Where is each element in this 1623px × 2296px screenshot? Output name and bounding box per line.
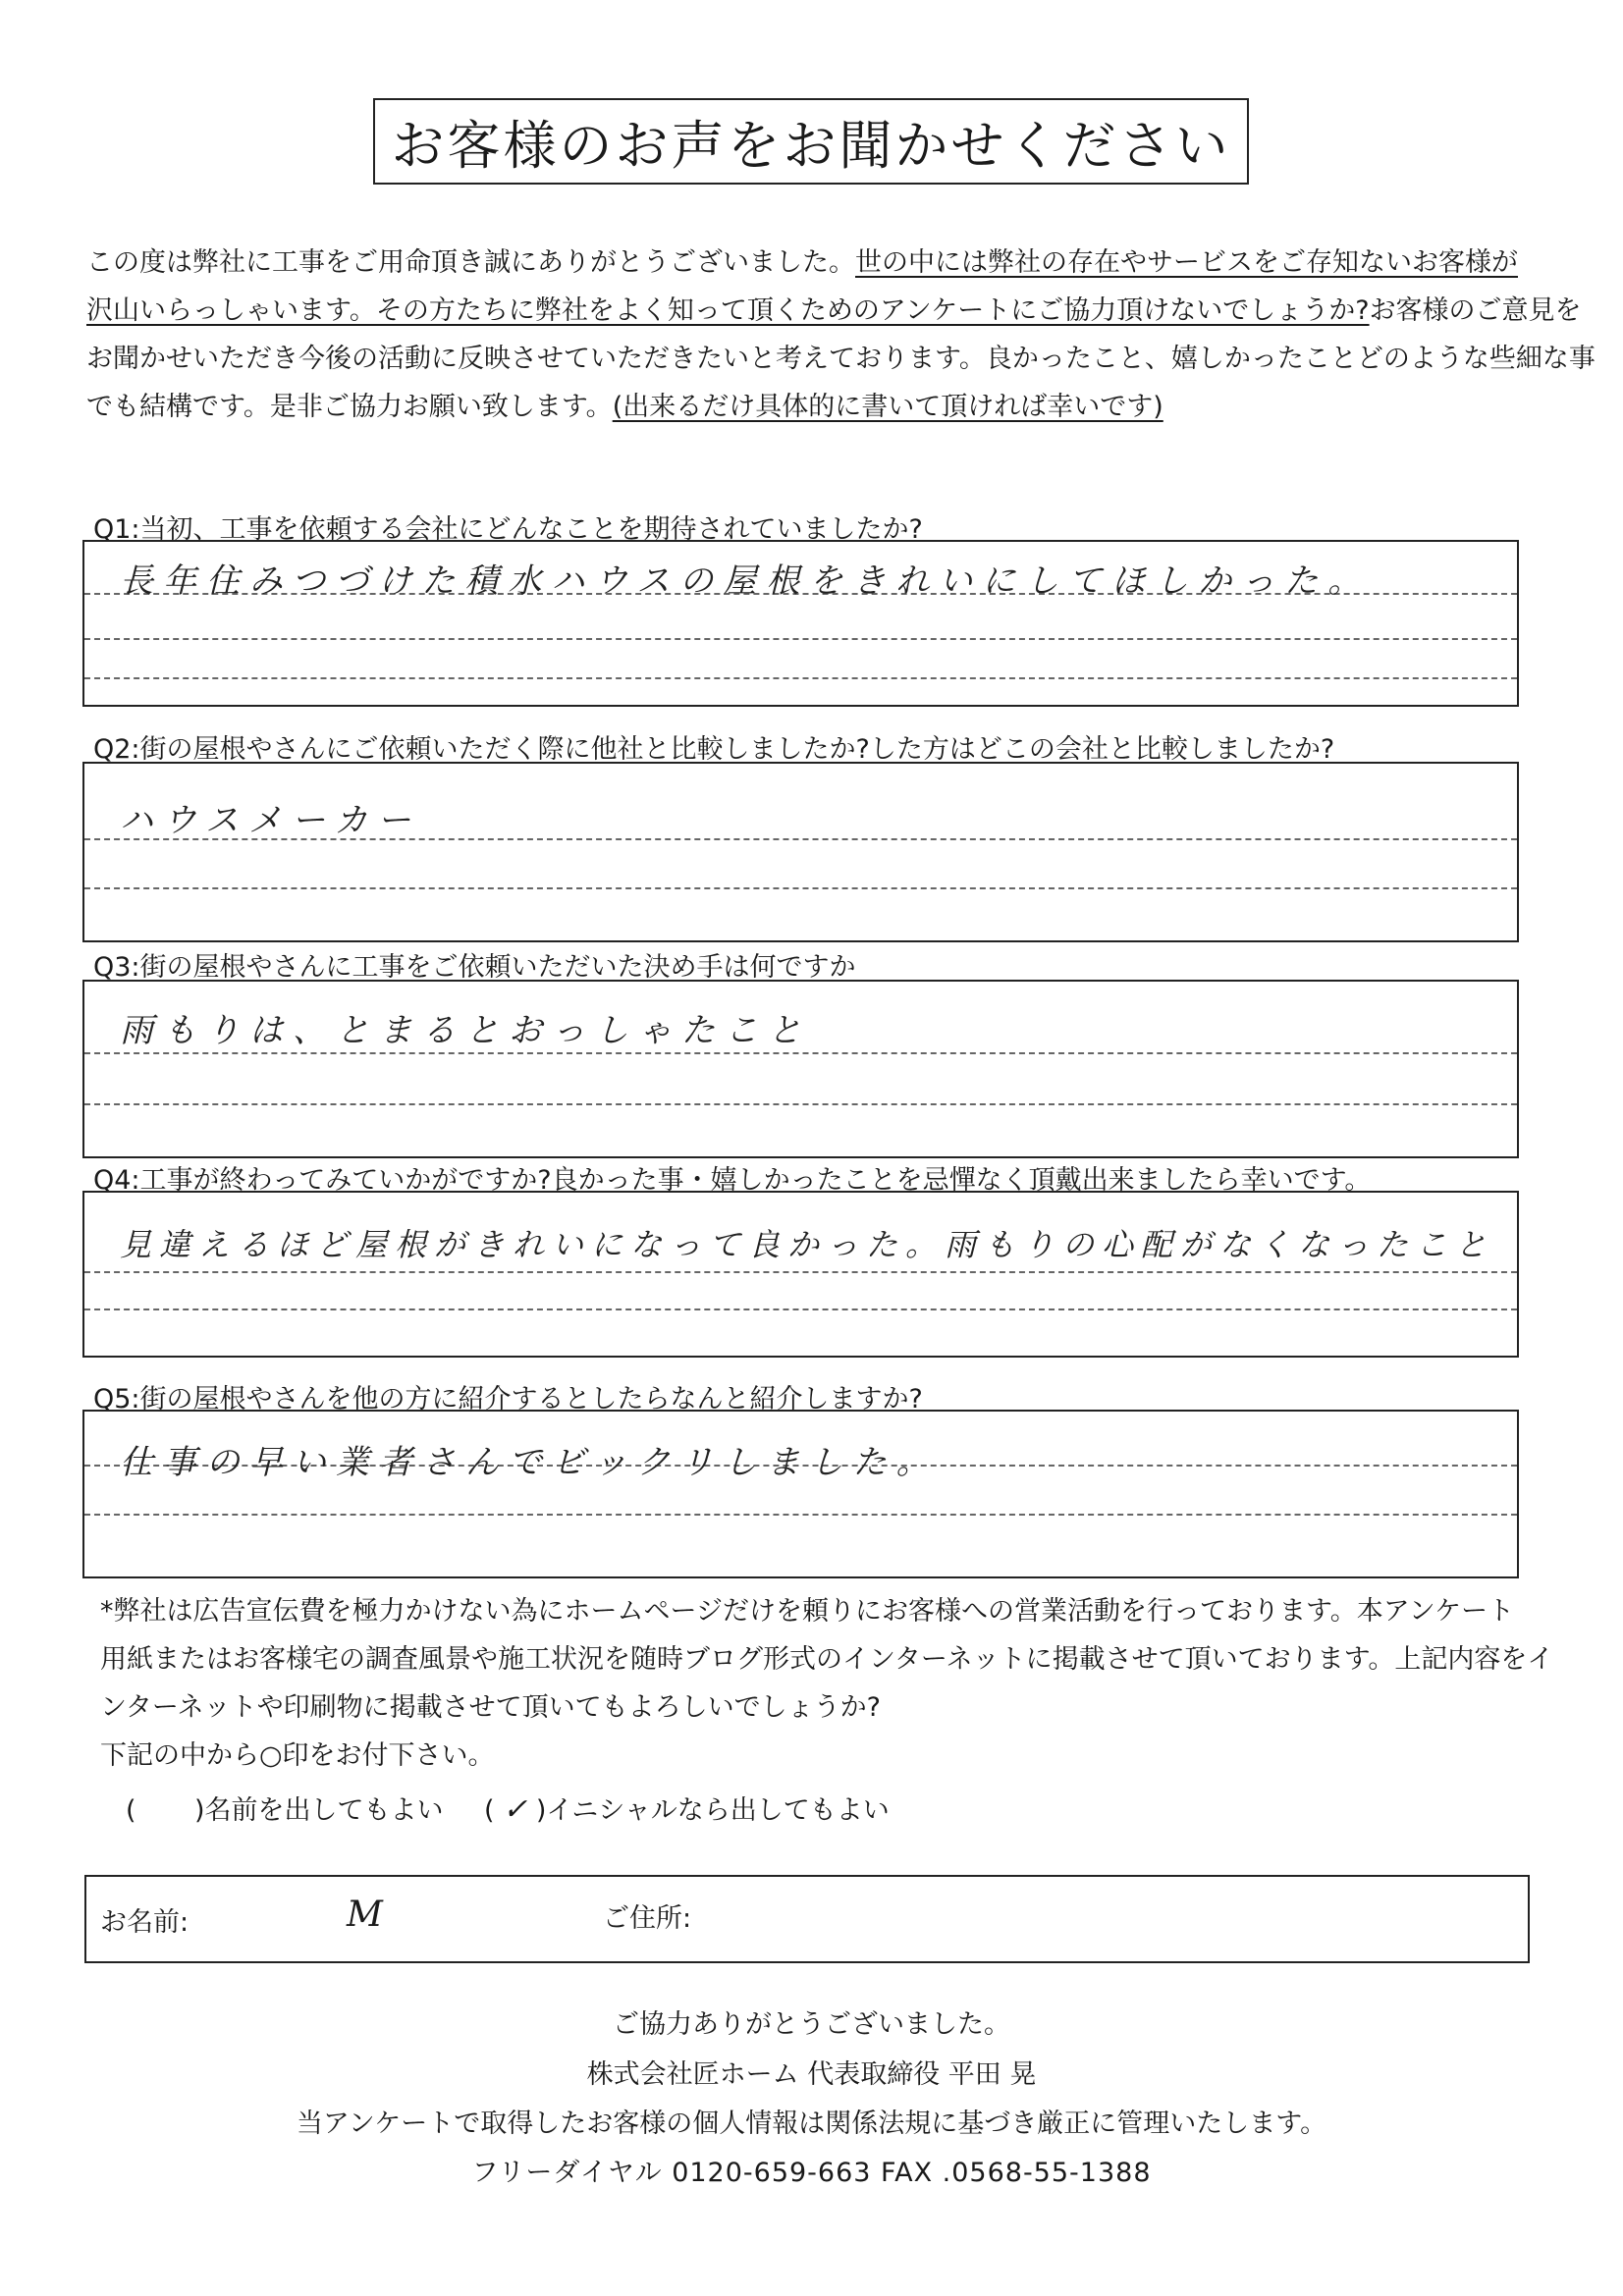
choice-name-ok-checkbox[interactable]: (	[126, 1795, 136, 1826]
answer-line	[84, 677, 1517, 679]
intro-line-1-plain: この度は弊社に工事をご用命頂き誠にありがとうございました。	[86, 247, 855, 278]
intro-paragraph	[86, 239, 1596, 431]
footer-privacy: 当アンケートで取得したお客様の個人情報は関係法規に基づき厳正に管理いたします。	[296, 2109, 1327, 2139]
footer-contact: フリーダイヤル 0120-659-663 FAX .0568-55-1388	[471, 2158, 1152, 2188]
intro-line-2	[86, 287, 1582, 335]
name-field[interactable]: M	[347, 1895, 383, 1935]
customer-info-box	[84, 1875, 1530, 1963]
answer-box-4[interactable]	[82, 1191, 1519, 1358]
intro-line-4-plain: でも結構です。是非ご協力お願い致します。	[86, 392, 613, 422]
answer-line	[84, 638, 1517, 640]
intro-line-4-underlined: (出来るだけ具体的に書いて頂ければ幸いです)	[612, 392, 1163, 422]
choice-initials-ok[interactable]	[484, 1789, 890, 1827]
answer-box-2[interactable]	[82, 762, 1519, 942]
answer-line	[84, 887, 1517, 889]
answer-2-handwriting: ハウスメーカー	[120, 801, 421, 840]
answer-line	[84, 1052, 1517, 1054]
notice-line-4: 下記の中から○印をお付下さい。	[100, 1740, 495, 1771]
check-mark-icon[interactable]: ✓	[503, 1792, 528, 1827]
answer-line	[84, 1103, 1517, 1105]
intro-line-1-underlined: 世の中には弊社の存在やサービスをご存知ないお客様が	[855, 247, 1518, 278]
answer-4-handwriting: 見違えるほど屋根がきれいになって良かった。雨もりの心配がなくなったこと	[120, 1226, 1495, 1263]
choice-name-ok[interactable]	[126, 1789, 444, 1827]
answer-5-handwriting: 仕事の早い業者さんでビックリしました。	[120, 1443, 940, 1482]
answer-line	[84, 1271, 1517, 1273]
title-box	[373, 98, 1249, 185]
choice-initials-ok-label: )イニシャルなら出してもよい	[535, 1795, 890, 1826]
intro-line-2-plain: お客様のご意見を	[1369, 295, 1582, 326]
question-4-label: Q4:工事が終わってみていかがですか?良かった事・嬉しかったことを忌憚なく頂戴出来ましたら幸いです。	[93, 1165, 1372, 1196]
notice-line-2: 用紙またはお客様宅の調査風景や施工状況を随時ブログ形式のインターネットに掲載させて頂いております。上記内容をイ	[100, 1644, 1554, 1675]
intro-line-3: お聞かせいただき今後の活動に反映させていただきたいと考えております。良かったこと、嬉しかったことどのような些細な事	[86, 344, 1596, 374]
notice-line-3: ンターネットや印刷物に掲載させて頂いてもよろしいでしょうか?	[100, 1692, 881, 1723]
notice-line-1: *弊社は広告宣伝費を極力かけない為にホームページだけを頼りにお客様への営業活動を行っております。本アンケート	[100, 1596, 1515, 1627]
answer-box-3[interactable]	[82, 980, 1519, 1158]
name-label: お名前:	[100, 1907, 189, 1938]
answer-box-5[interactable]	[82, 1410, 1519, 1578]
question-1-label: Q1:当初、工事を依頼する会社にどんなことを期待されていましたか?	[93, 514, 923, 545]
page-title: お客様のお声をお聞かせください	[391, 114, 1231, 177]
answer-line	[84, 1514, 1517, 1516]
question-3-label: Q3:街の屋根やさんに工事をご依頼いただいた決め手は何ですか	[93, 952, 856, 983]
intro-line-1	[86, 239, 1538, 287]
intro-line-4	[86, 383, 1538, 431]
footer-company: 株式会社匠ホーム 代表取締役 平田 晃	[586, 2059, 1037, 2090]
answer-3-handwriting: 雨もりは、とまるとおっしゃたこと	[120, 1011, 811, 1050]
footer-thanks: ご協力ありがとうございました。	[613, 2009, 1010, 2040]
intro-line-2-underlined: 沢山いらっしゃいます。その方たちに弊社をよく知って頂くためのアンケートにご協力頂けないでしょうか?	[86, 295, 1370, 326]
choice-name-ok-label: )名前を出してもよい	[194, 1795, 444, 1826]
publication-notice	[100, 1587, 1554, 1780]
question-5-label: Q5:街の屋根やさんを他の方に紹介するとしたらなんと紹介しますか?	[93, 1384, 923, 1415]
question-2-label: Q2:街の屋根やさんにご依頼いただく際に他社と比較しましたか?した方はどこの会社と比較しましたか?	[93, 734, 1335, 765]
answer-box-1[interactable]	[82, 540, 1519, 707]
answer-line	[84, 1308, 1517, 1310]
answer-1-handwriting: 長年住みつづけた積水ハウスの屋根をきれいにしてほしかった。	[120, 561, 1372, 601]
choice-initials-ok-open: (	[484, 1795, 495, 1826]
address-label: ご住所:	[603, 1903, 692, 1934]
